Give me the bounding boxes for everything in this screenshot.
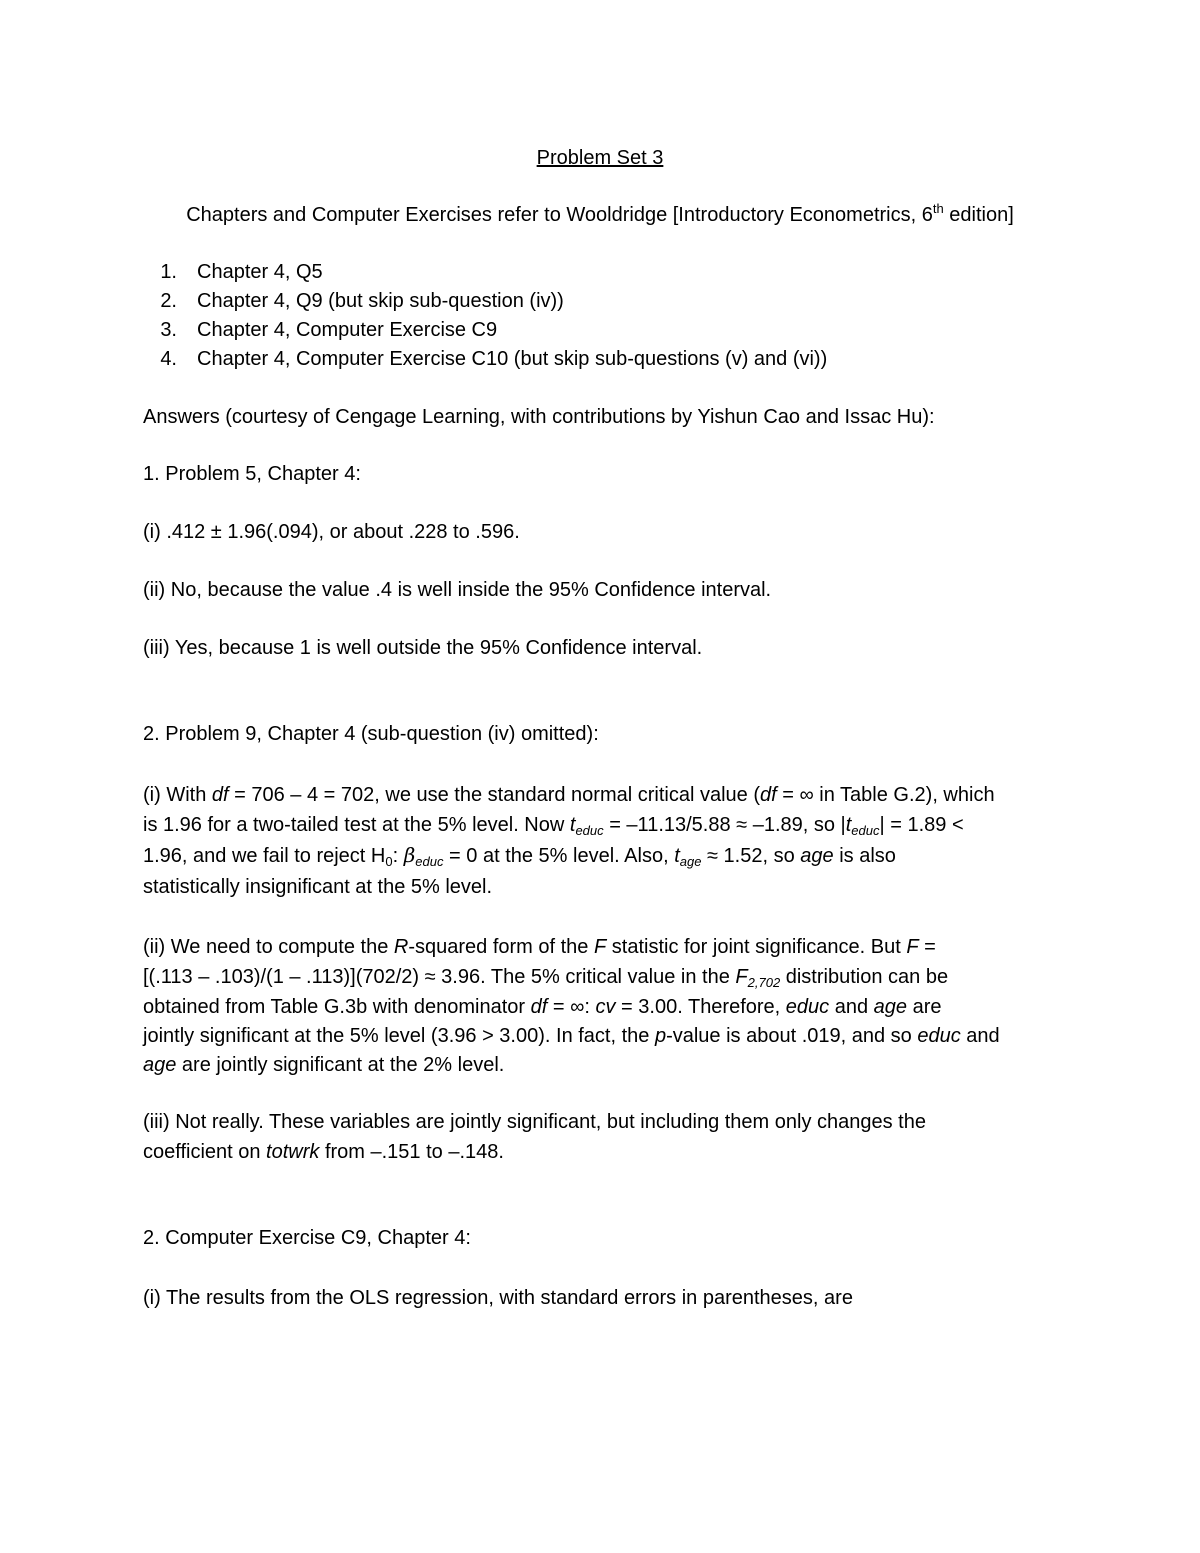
assignment-item <box>143 347 827 371</box>
problem9-i-line3: 1.96, and we fail to reject $H_0$: $\beta_{educ} = 0$ at the 5% level. Also, $t_{age} \approx 1.52$, so age is also <box>143 843 896 869</box>
assignment-item <box>143 318 497 342</box>
item-text: Chapter 4, Q9 (but skip sub-question (iv)) <box>197 290 564 312</box>
intro-before: Chapters and Computer Exercises refer to Wooldridge [Introductory Econometrics, 6 <box>186 204 933 226</box>
problem9-i-line4: statistically insignificant at the 5% level. <box>143 876 493 898</box>
item-number: 1. <box>160 261 177 283</box>
c9-heading: 2. Computer Exercise C9, Chapter 4: <box>143 1227 471 1249</box>
problem9-ii-line1: (ii) We need to compute the R-squared form of the F statistic for joint significance. But F = <box>143 936 936 958</box>
problem9-ii-line2: [(.113 – .103)/(1 – .113)](702/2) ≈ 3.96. The 5% critical value in the $F_{2,702}$ distribution can be <box>143 966 949 990</box>
item-text: Chapter 4, Q5 <box>197 261 323 283</box>
problem5-heading: 1. Problem 5, Chapter 4: <box>143 463 361 485</box>
problem5-answer-ii: (ii) No, because the value .4 is well inside the 95% Confidence interval. <box>143 579 772 601</box>
c9-answer-i: (i) The results from the OLS regression, with standard errors in parentheses, are <box>143 1287 853 1309</box>
item-number: 4. <box>160 348 177 370</box>
problem5-answer-i: (i) .412 ± 1.96(.094), or about .228 to .596. <box>143 521 520 543</box>
problem9-heading: 2. Problem 9, Chapter 4 (sub-question (iv) omitted): <box>143 723 599 745</box>
assignment-item <box>143 289 564 313</box>
intro-text <box>0 203 1200 227</box>
problem9-i-line1: (i) With df = 706 – 4 = 702, we use the standard normal critical value (df = ∞ in Table G.2), which <box>143 784 995 806</box>
problem5-answer-iii: (iii) Yes, because 1 is well outside the 95% Confidence interval. <box>143 637 703 659</box>
problem9-ii-line4: jointly significant at the 5% level (3.96 > 3.00). In fact, the p-value is about .019, and so educ and <box>143 1025 1000 1047</box>
answers-heading: Answers (courtesy of Cengage Learning, with contributions by Yishun Cao and Issac Hu): <box>143 406 935 428</box>
problem9-ii-line5: age are jointly significant at the 2% level. <box>143 1054 505 1076</box>
page-title: Problem Set 3 <box>536 147 664 169</box>
problem9-iii-line2: coefficient on totwrk from –.151 to –.148. <box>143 1141 504 1163</box>
intro-superscript: th <box>932 201 944 216</box>
item-text: Chapter 4, Computer Exercise C10 (but skip sub-questions (v) and (vi)) <box>197 348 828 370</box>
problem9-ii-line3: obtained from Table G.3b with denominator df = ∞: cv = 3.00. Therefore, educ and age are <box>143 996 942 1018</box>
item-number: 3. <box>160 319 177 341</box>
problem9-iii-line1: (iii) Not really. These variables are jointly significant, but including them only changes the <box>143 1111 926 1133</box>
intro-after: edition] <box>943 204 1014 226</box>
item-number: 2. <box>160 290 177 312</box>
beta-symbol: β <box>403 843 416 867</box>
problem9-i-line2: is 1.96 for a two-tailed test at the 5% level. Now $t_{educ} = -11.13/5.88 \approx -1.89$, so $|t_{educ}| = 1.89$ < <box>143 814 964 838</box>
assignment-item <box>143 260 323 284</box>
item-text: Chapter 4, Computer Exercise C9 <box>197 319 498 341</box>
